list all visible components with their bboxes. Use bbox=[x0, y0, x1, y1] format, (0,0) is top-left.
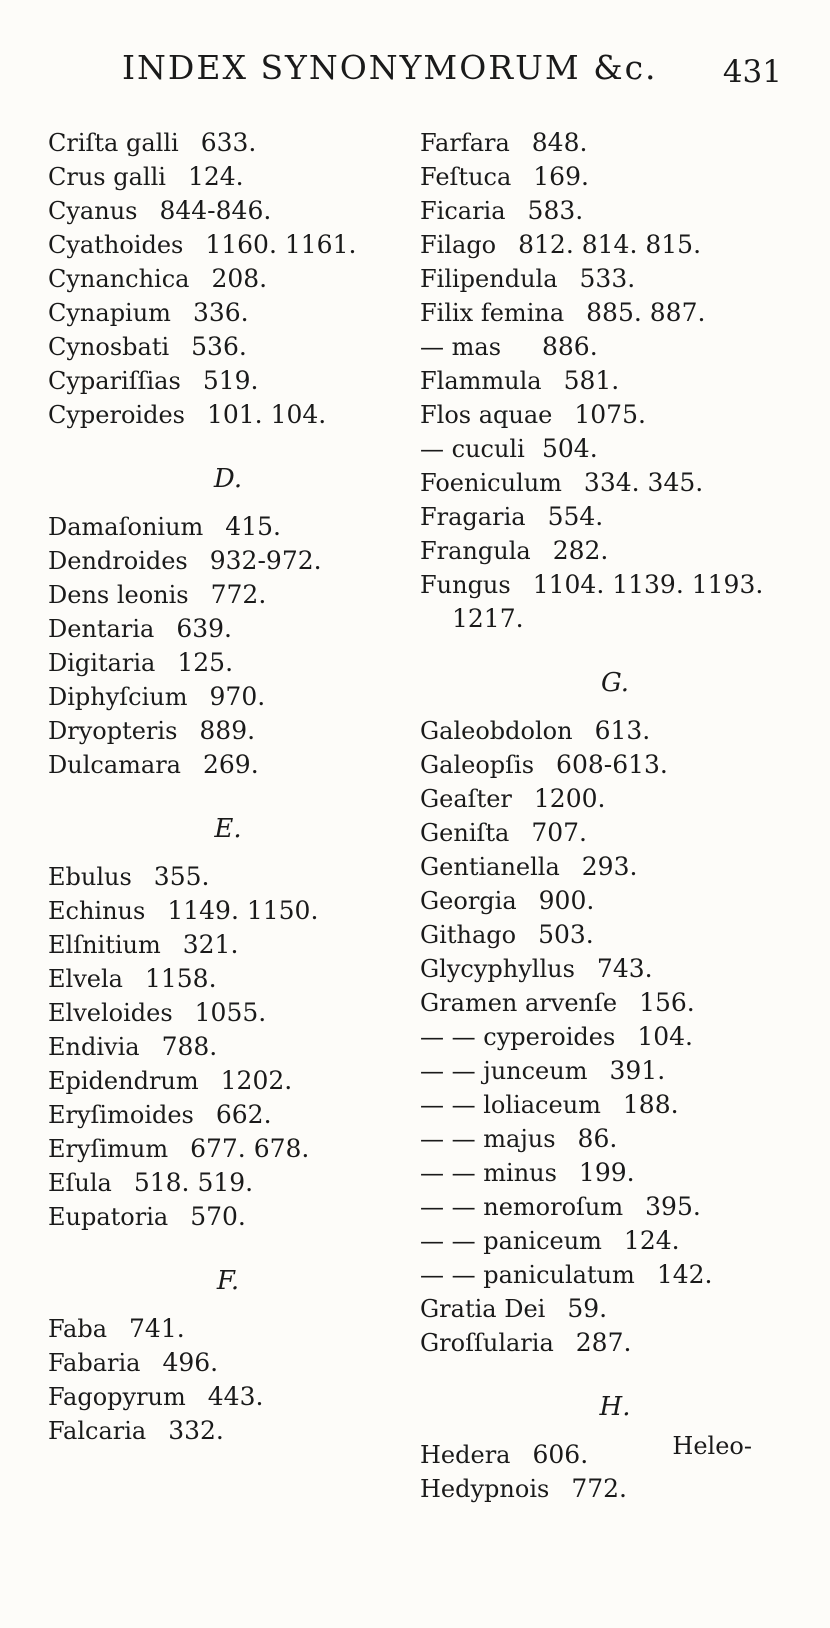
entry-term: Hedera bbox=[420, 1441, 511, 1469]
entry-refs: 86. bbox=[577, 1124, 618, 1153]
entry-term: Dens leonis bbox=[48, 581, 189, 609]
entry-refs: 533. bbox=[579, 264, 636, 293]
entry-refs: 503. bbox=[538, 920, 594, 949]
index-entry bbox=[420, 884, 810, 918]
index-entry bbox=[48, 1064, 408, 1098]
entry-refs: 496. bbox=[162, 1348, 219, 1377]
index-entry bbox=[48, 680, 408, 714]
entry-term: Cypariſſias bbox=[48, 367, 181, 395]
entry-term: Criſta galli bbox=[48, 129, 179, 157]
entry-refs: 1158. bbox=[144, 964, 217, 993]
entry-term: Echinus bbox=[48, 897, 146, 925]
index-entry bbox=[48, 578, 408, 612]
index-entry bbox=[420, 568, 810, 602]
entry-term: Filipendula bbox=[420, 265, 558, 293]
entries-g bbox=[420, 714, 810, 1360]
entry-refs: 391. bbox=[609, 1056, 666, 1085]
entry-refs: 169. bbox=[533, 162, 589, 191]
entry-term: Geniſta bbox=[420, 819, 510, 847]
index-entry bbox=[420, 714, 810, 748]
index-entry bbox=[420, 1054, 810, 1088]
entries-d bbox=[48, 510, 408, 782]
index-entry bbox=[420, 918, 810, 952]
entry-refs: 844-846. bbox=[159, 196, 272, 225]
index-entry bbox=[48, 894, 408, 928]
entry-refs: 1104. 1139. 1193. bbox=[532, 570, 764, 599]
entry-refs: 208. bbox=[211, 264, 268, 293]
index-entry bbox=[48, 646, 408, 680]
entry-term: — — paniceum bbox=[420, 1227, 602, 1255]
entries-f-continued bbox=[420, 126, 810, 636]
left-column bbox=[48, 126, 408, 1448]
index-entry bbox=[48, 1132, 408, 1166]
index-entry bbox=[48, 544, 408, 578]
entry-refs: 885. 887. bbox=[586, 298, 706, 327]
entry-term: Dryopteris bbox=[48, 717, 178, 745]
right-column bbox=[420, 126, 810, 1506]
entry-term: — — majus bbox=[420, 1125, 556, 1153]
index-entry bbox=[420, 952, 810, 986]
entry-refs: 188. bbox=[622, 1090, 679, 1119]
entry-term: Fungus bbox=[420, 571, 511, 599]
entry-refs: 741. bbox=[129, 1314, 185, 1343]
index-entry bbox=[420, 986, 810, 1020]
entry-refs: 886. bbox=[542, 332, 598, 361]
entry-refs: 321. bbox=[182, 930, 239, 959]
entries-c bbox=[48, 126, 408, 432]
entry-term: Damaſonium bbox=[48, 513, 204, 541]
section-letter-d: D. bbox=[213, 464, 243, 494]
entry-refs: 142. bbox=[656, 1260, 713, 1289]
index-entry bbox=[420, 194, 810, 228]
entry-refs: 608-613. bbox=[556, 750, 668, 779]
index-entry bbox=[420, 816, 810, 850]
index-entry bbox=[420, 1190, 810, 1224]
entry-term: Eryſimum bbox=[48, 1135, 169, 1163]
index-entry bbox=[48, 510, 408, 544]
entry-term: — cuculi bbox=[420, 435, 525, 463]
entry-term: — — loliaceum bbox=[420, 1091, 601, 1119]
entry-refs: 662. bbox=[215, 1100, 272, 1129]
index-entry bbox=[420, 1258, 810, 1292]
entry-refs: 104. bbox=[637, 1022, 693, 1051]
index-entry bbox=[420, 748, 810, 782]
entry-refs: 332. bbox=[168, 1416, 224, 1445]
entry-refs: 581. bbox=[563, 366, 620, 395]
entry-refs: 519. bbox=[202, 366, 259, 395]
entry-refs: 536. bbox=[191, 332, 247, 361]
index-entry bbox=[48, 1166, 408, 1200]
entries-f bbox=[48, 1312, 408, 1448]
index-entry bbox=[48, 126, 408, 160]
entry-refs: 124. bbox=[187, 162, 244, 191]
entry-term: Geaſter bbox=[420, 785, 512, 813]
entry-term: Galeopſis bbox=[420, 751, 535, 779]
entry-term: Groſſularia bbox=[420, 1329, 554, 1357]
index-entry bbox=[48, 962, 408, 996]
index-entry bbox=[48, 1346, 408, 1380]
index-entry bbox=[48, 1380, 408, 1414]
entry-term: Glycyphyllus bbox=[420, 955, 575, 983]
entry-refs: 772. bbox=[210, 580, 267, 609]
entry-term: Filago bbox=[420, 231, 497, 259]
entry-term: Hedypnois bbox=[420, 1475, 550, 1503]
entry-refs: 415. bbox=[225, 512, 281, 541]
entry-term: Galeobdolon bbox=[420, 717, 573, 745]
entry-refs: 606. bbox=[532, 1440, 589, 1469]
entry-refs: 334. 345. bbox=[583, 468, 704, 497]
entry-term: Frangula bbox=[420, 537, 531, 565]
entry-term: Filix femina bbox=[420, 299, 565, 327]
entry-term: Endivia bbox=[48, 1033, 140, 1061]
entry-refs: 156. bbox=[639, 988, 695, 1017]
entry-term: Ficaria bbox=[420, 197, 506, 225]
entry-term: Falcaria bbox=[48, 1417, 147, 1445]
index-entry bbox=[48, 1030, 408, 1064]
index-entry bbox=[420, 1088, 810, 1122]
entry-term: Eryſimoides bbox=[48, 1101, 194, 1129]
index-entry bbox=[420, 1020, 810, 1054]
index-entry bbox=[48, 194, 408, 228]
entry-term: Flammula bbox=[420, 367, 542, 395]
index-entry bbox=[420, 126, 810, 160]
index-entry bbox=[48, 1312, 408, 1346]
entry-refs: 443. bbox=[207, 1382, 264, 1411]
entry-term: Foeniculum bbox=[420, 469, 562, 497]
entry-term: Eſula bbox=[48, 1169, 112, 1197]
entry-term: Elvela bbox=[48, 965, 123, 993]
entry-term: Elveloides bbox=[48, 999, 173, 1027]
entry-refs: 336. bbox=[192, 298, 249, 327]
entry-refs: 889. bbox=[199, 716, 256, 745]
index-entry bbox=[48, 228, 408, 262]
index-entry bbox=[48, 398, 408, 432]
index-entry bbox=[420, 782, 810, 816]
entry-refs: 59. bbox=[567, 1294, 608, 1323]
entry-refs: 707. bbox=[531, 818, 588, 847]
entry-refs: 1217. bbox=[452, 604, 524, 633]
entry-refs: 583. bbox=[527, 196, 584, 225]
index-entry bbox=[420, 1224, 810, 1258]
index-entry bbox=[420, 296, 810, 330]
index-entry-continuation bbox=[420, 602, 810, 636]
entry-refs: 1160. 1161. bbox=[205, 230, 357, 259]
entry-refs: 287. bbox=[575, 1328, 632, 1357]
entry-term: Eupatoria bbox=[48, 1203, 169, 1231]
entry-term: Feſtuca bbox=[420, 163, 512, 191]
index-entry bbox=[420, 398, 810, 432]
index-entry bbox=[420, 534, 810, 568]
entry-refs: 293. bbox=[581, 852, 638, 881]
section-letter-f: F. bbox=[216, 1266, 240, 1296]
entry-refs: 518. 519. bbox=[133, 1168, 254, 1197]
index-entry bbox=[48, 996, 408, 1030]
entry-term: Faba bbox=[48, 1315, 108, 1343]
entry-term: Crus galli bbox=[48, 163, 166, 191]
entry-refs: 1149. 1150. bbox=[167, 896, 319, 925]
entry-refs: 1202. bbox=[220, 1066, 293, 1095]
index-entry bbox=[420, 432, 810, 466]
entry-term: — — cyperoides bbox=[420, 1023, 616, 1051]
entry-refs: 970. bbox=[209, 682, 266, 711]
entry-term: Farfara bbox=[420, 129, 510, 157]
entry-refs: 812. 814. 815. bbox=[518, 230, 702, 259]
index-entry bbox=[48, 714, 408, 748]
entry-term: Cynosbati bbox=[48, 333, 170, 361]
entry-term: Dentaria bbox=[48, 615, 155, 643]
index-entry bbox=[420, 228, 810, 262]
entry-term: Georgia bbox=[420, 887, 517, 915]
entry-refs: 1075. bbox=[574, 400, 646, 429]
entry-term: Githago bbox=[420, 921, 517, 949]
index-entry bbox=[420, 1472, 810, 1506]
index-entry bbox=[48, 296, 408, 330]
entry-term: Cyanus bbox=[48, 197, 138, 225]
entry-term: — mas bbox=[420, 333, 502, 361]
index-entry bbox=[48, 748, 408, 782]
entry-term: Ebulus bbox=[48, 863, 132, 891]
entry-refs: 1055. bbox=[194, 998, 267, 1027]
index-entry bbox=[420, 850, 810, 884]
entry-term: — — paniculatum bbox=[420, 1261, 635, 1289]
entry-refs: 395. bbox=[645, 1192, 701, 1221]
entry-refs: 504. bbox=[542, 434, 598, 463]
section-letter-h: H. bbox=[599, 1392, 631, 1422]
entry-term: Cyathoides bbox=[48, 231, 184, 259]
index-entry bbox=[48, 1098, 408, 1132]
entry-refs: 101. 104. bbox=[206, 400, 327, 429]
index-entry bbox=[48, 330, 408, 364]
entry-term: Fabaria bbox=[48, 1349, 141, 1377]
index-entry bbox=[48, 1200, 408, 1234]
entry-refs: 125. bbox=[177, 648, 234, 677]
entry-refs: 639. bbox=[176, 614, 232, 643]
entry-term: Epidendrum bbox=[48, 1067, 199, 1095]
entry-term: Gentianella bbox=[420, 853, 560, 881]
entry-refs: 613. bbox=[594, 716, 651, 745]
entry-refs: 269. bbox=[202, 750, 259, 779]
entry-refs: 282. bbox=[552, 536, 609, 565]
entry-refs: 772. bbox=[571, 1474, 627, 1503]
index-entry bbox=[420, 160, 810, 194]
index-entry bbox=[48, 612, 408, 646]
page-header bbox=[122, 48, 782, 92]
entry-refs: 848. bbox=[531, 128, 588, 157]
entry-term: — — minus bbox=[420, 1159, 557, 1187]
entry-refs: 900. bbox=[538, 886, 595, 915]
entry-term: Gratia Dei bbox=[420, 1295, 546, 1323]
section-letter-g: G. bbox=[600, 668, 630, 698]
index-entry bbox=[48, 364, 408, 398]
entry-term: — — junceum bbox=[420, 1057, 588, 1085]
entry-refs: 677. 678. bbox=[190, 1134, 310, 1163]
index-entry bbox=[420, 1122, 810, 1156]
entry-term: Fagopyrum bbox=[48, 1383, 186, 1411]
index-entry bbox=[48, 860, 408, 894]
index-entry bbox=[420, 500, 810, 534]
entry-refs: 932-972. bbox=[209, 546, 322, 575]
index-entry bbox=[420, 262, 810, 296]
entry-term: Dendroides bbox=[48, 547, 188, 575]
index-entry bbox=[420, 1156, 810, 1190]
entry-refs: 788. bbox=[161, 1032, 218, 1061]
page-title: INDEX SYNONYMORUM &c. bbox=[122, 48, 658, 87]
catchword: Heleo- bbox=[672, 1432, 752, 1460]
entry-term: Diphyſcium bbox=[48, 683, 188, 711]
entry-term: Elſnitium bbox=[48, 931, 161, 959]
entries-e bbox=[48, 860, 408, 1234]
entry-term: Fragaria bbox=[420, 503, 526, 531]
entry-term: Digitaria bbox=[48, 649, 156, 677]
index-entry bbox=[48, 262, 408, 296]
index-entry bbox=[48, 1414, 408, 1448]
index-entry bbox=[420, 364, 810, 398]
entry-term: Flos aquae bbox=[420, 401, 553, 429]
entry-term: Cynapium bbox=[48, 299, 171, 327]
entry-term: Dulcamara bbox=[48, 751, 181, 779]
entry-refs: 199. bbox=[578, 1158, 635, 1187]
entry-term: — — nemoroſum bbox=[420, 1193, 624, 1221]
entry-refs: 355. bbox=[153, 862, 210, 891]
index-entry bbox=[48, 160, 408, 194]
section-letter-e: E. bbox=[214, 814, 242, 844]
page-number: 431 bbox=[722, 54, 782, 90]
entry-refs: 743. bbox=[596, 954, 653, 983]
entry-refs: 1200. bbox=[533, 784, 606, 813]
index-entry bbox=[420, 330, 810, 364]
entry-refs: 124. bbox=[623, 1226, 680, 1255]
index-entry bbox=[420, 1292, 810, 1326]
entry-term: Gramen arvenſe bbox=[420, 989, 618, 1017]
entry-term: Cyperoides bbox=[48, 401, 185, 429]
index-entry bbox=[420, 466, 810, 500]
entry-refs: 554. bbox=[547, 502, 604, 531]
index-entry bbox=[48, 928, 408, 962]
index-entry bbox=[420, 1326, 810, 1360]
entry-term: Cynanchica bbox=[48, 265, 190, 293]
entry-refs: 633. bbox=[200, 128, 257, 157]
entry-refs: 570. bbox=[190, 1202, 246, 1231]
